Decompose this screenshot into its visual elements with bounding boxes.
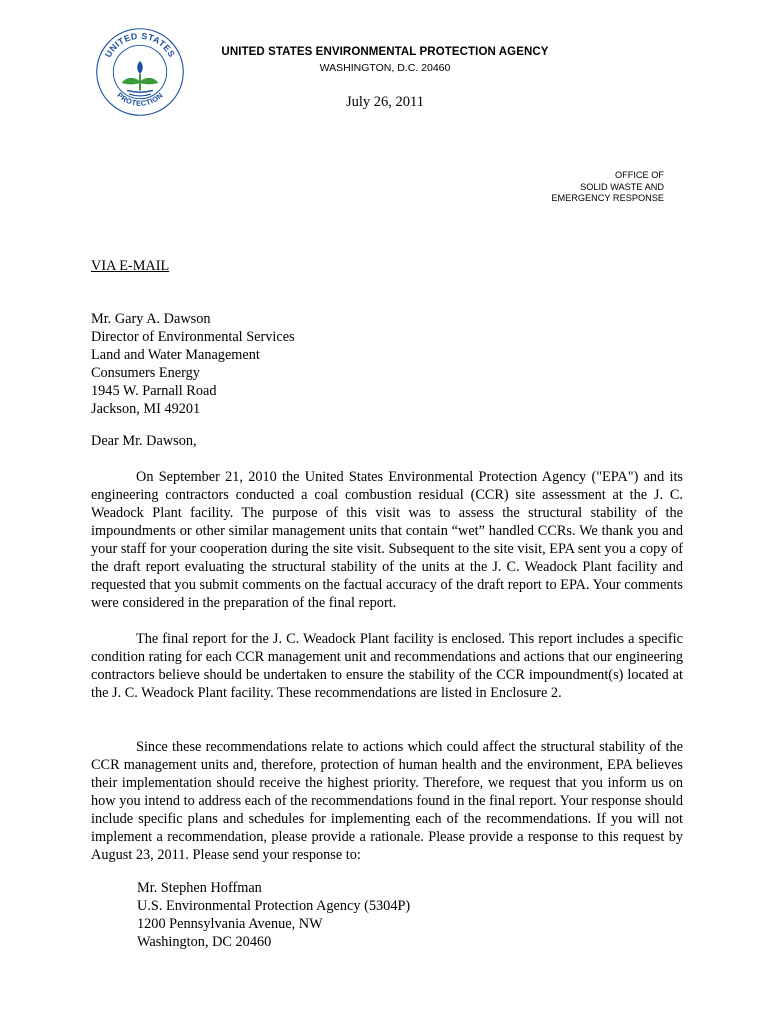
agency-address: WASHINGTON, D.C. 20460 (319, 62, 451, 74)
salutation: Dear Mr. Dawson, (91, 433, 197, 449)
office-block (551, 170, 664, 205)
agency-name: UNITED STATES ENVIRONMENTAL PROTECTION AGENCY (221, 46, 549, 58)
body-paragraph-3: Since these recommendations relate to actions which could affect the structural stability of the CCR management units and, therefore, protection of human health and the environment, EPA believes their implementation should receive the highest priority. Therefore, we request that you inform us on how you intend to address each of the recommendations found in the final report. Your response should include specific plans and schedules for implementing each of the recommendations. If you will not implement a recommendation, please provide a rationale. Please provide a response to this request by August 23, 2011. Please send your response to: (91, 739, 683, 863)
office-line-3: EMERGENCY RESPONSE (551, 193, 664, 203)
recipient-line: 1945 W. Parnall Road (91, 383, 217, 399)
office-line-2: SOLID WASTE AND (580, 181, 664, 192)
recipient-address (91, 310, 683, 418)
letter-date: July 26, 2011 (345, 94, 424, 110)
recipient-line: Jackson, MI 49201 (91, 401, 201, 417)
response-address-line: Mr. Stephen Hoffman (137, 880, 262, 896)
response-address (137, 879, 410, 951)
recipient-line: Land and Water Management (91, 347, 260, 363)
response-address-line: U.S. Environmental Protection Agency (5304P) (137, 898, 411, 914)
recipient-line: Director of Environmental Services (91, 329, 295, 345)
response-address-line: Washington, DC 20460 (137, 934, 272, 950)
seal-top-text: UNITED STATES (102, 30, 178, 60)
body-paragraph-2: The final report for the J. C. Weadock Plant facility is enclosed. This report includes a specific condition rating for each CCR management unit and recommendations and actions that our engineering contractors believe should be undertaken to ensure the stability of the CCR impoundment(s) located at the J. C. Weadock Plant facility. These recommendations are listed in Enclosure 2. (91, 631, 683, 701)
body-paragraph-1: On September 21, 2010 the United States Environmental Protection Agency ("EPA") and its engineering contractors conducted a coal combustion residual (CCR) site assessment at the J. C. Weadock Plant facility. The purpose of this visit was to assess the structural stability of the impoundments or other similar management units that contain “wet” handled CCRs. We thank you and your staff for your cooperation during the site visit. Subsequent to the site visit, EPA sent you a copy of the draft report evaluating the structural stability of the units at the J. C. Weadock Plant facility and requested that you submit comments on the factual accuracy of the draft report to EPA. Your comments were considered in the preparation of the final report. (91, 469, 683, 611)
recipient-line: Consumers Energy (91, 365, 200, 381)
office-line-1: OFFICE OF (615, 170, 664, 180)
seal-bottom-text: PROTECTION (115, 90, 165, 108)
response-address-line: 1200 Pennsylvania Avenue, NW (137, 916, 323, 932)
delivery-method: VIA E-MAIL (91, 258, 170, 274)
recipient-line: Mr. Gary A. Dawson (91, 311, 211, 327)
